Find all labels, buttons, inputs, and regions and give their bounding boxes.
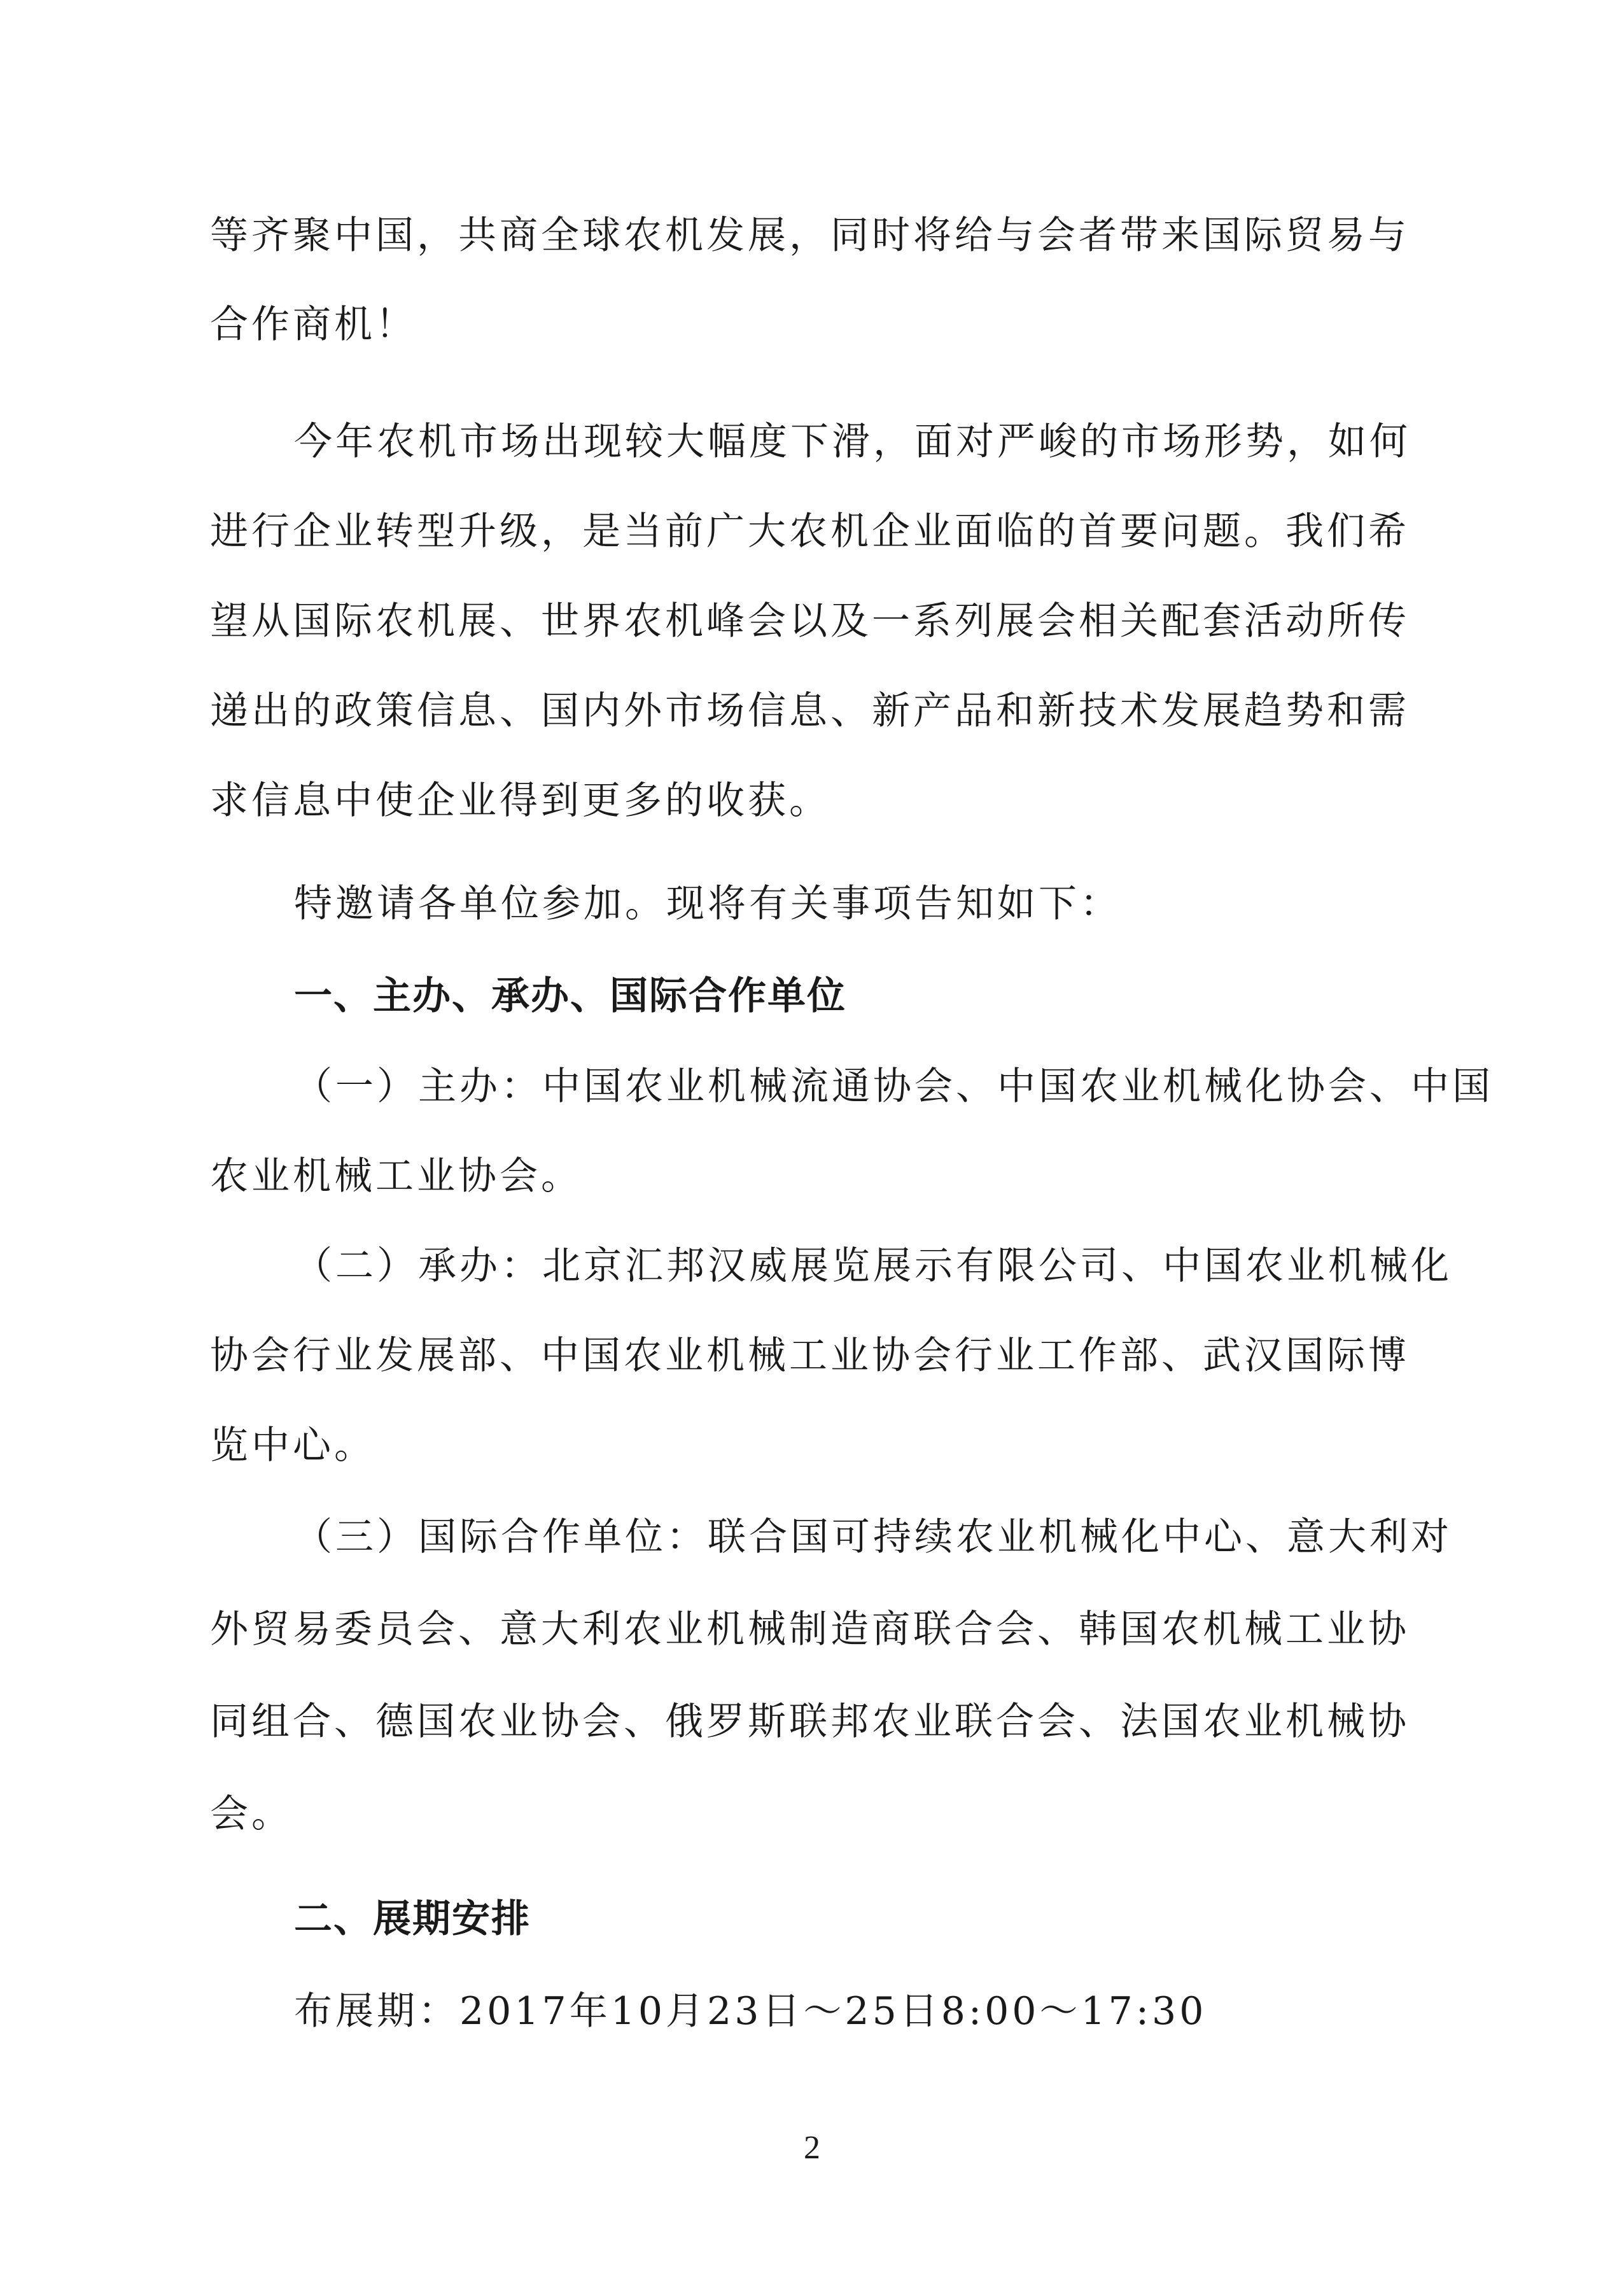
paragraph-start: （二）承办：北京汇邦汉威展览展示有限公司、中国农业机械化 [294,1244,1452,1288]
text-line: 览中心。 [210,1423,375,1468]
text-line: 农业机械工业协会。 [210,1154,582,1199]
text-line: 同组合、德国农业协会、俄罗斯联邦农业联合会、法国农业机械协 [210,1699,1410,1744]
text-line: 外贸易委员会、意大利农业机械制造商联合会、韩国农机械工业协 [210,1607,1410,1652]
text-line: 等齐聚中国，共商全球农机发展，同时将给与会者带来国际贸易与 [210,213,1410,258]
section-heading: 二、展期安排 [294,1897,531,1941]
text-line: 进行企业转型升级，是当前广大农机企业面临的首要问题。我们希 [210,509,1410,554]
text-line: 求信息中使企业得到更多的收获。 [210,778,830,823]
paragraph-start: （一）主办：中国农业机械流通协会、中国农业机械化协会、中国 [294,1064,1494,1109]
text-line: 会。 [210,1792,293,1836]
text-line: 望从国际农机展、世界农机峰会以及一系列展会相关配套活动所传 [210,599,1410,643]
section-heading: 一、主办、承办、国际合作单位 [294,974,846,1018]
page-number: 2 [804,2130,820,2166]
text-line: 协会行业发展部、中国农业机械工业协会行业工作部、武汉国际博 [210,1333,1410,1378]
paragraph-start: 今年农机市场出现较大幅度下滑，面对严峻的市场形势，如何 [294,419,1411,464]
text-line: 递出的政策信息、国内外市场信息、新产品和新技术发展趋势和需 [210,689,1410,733]
paragraph-start: （三）国际合作单位：联合国可持续农业机械化中心、意大利对 [294,1515,1452,1559]
text-line: 合作商机！ [210,302,417,347]
paragraph-start: 布展期：2017年10月23日～25日8:00～17:30 [294,1989,1207,2034]
paragraph-start: 特邀请各单位参加。现将有关事项告知如下： [294,882,1121,926]
